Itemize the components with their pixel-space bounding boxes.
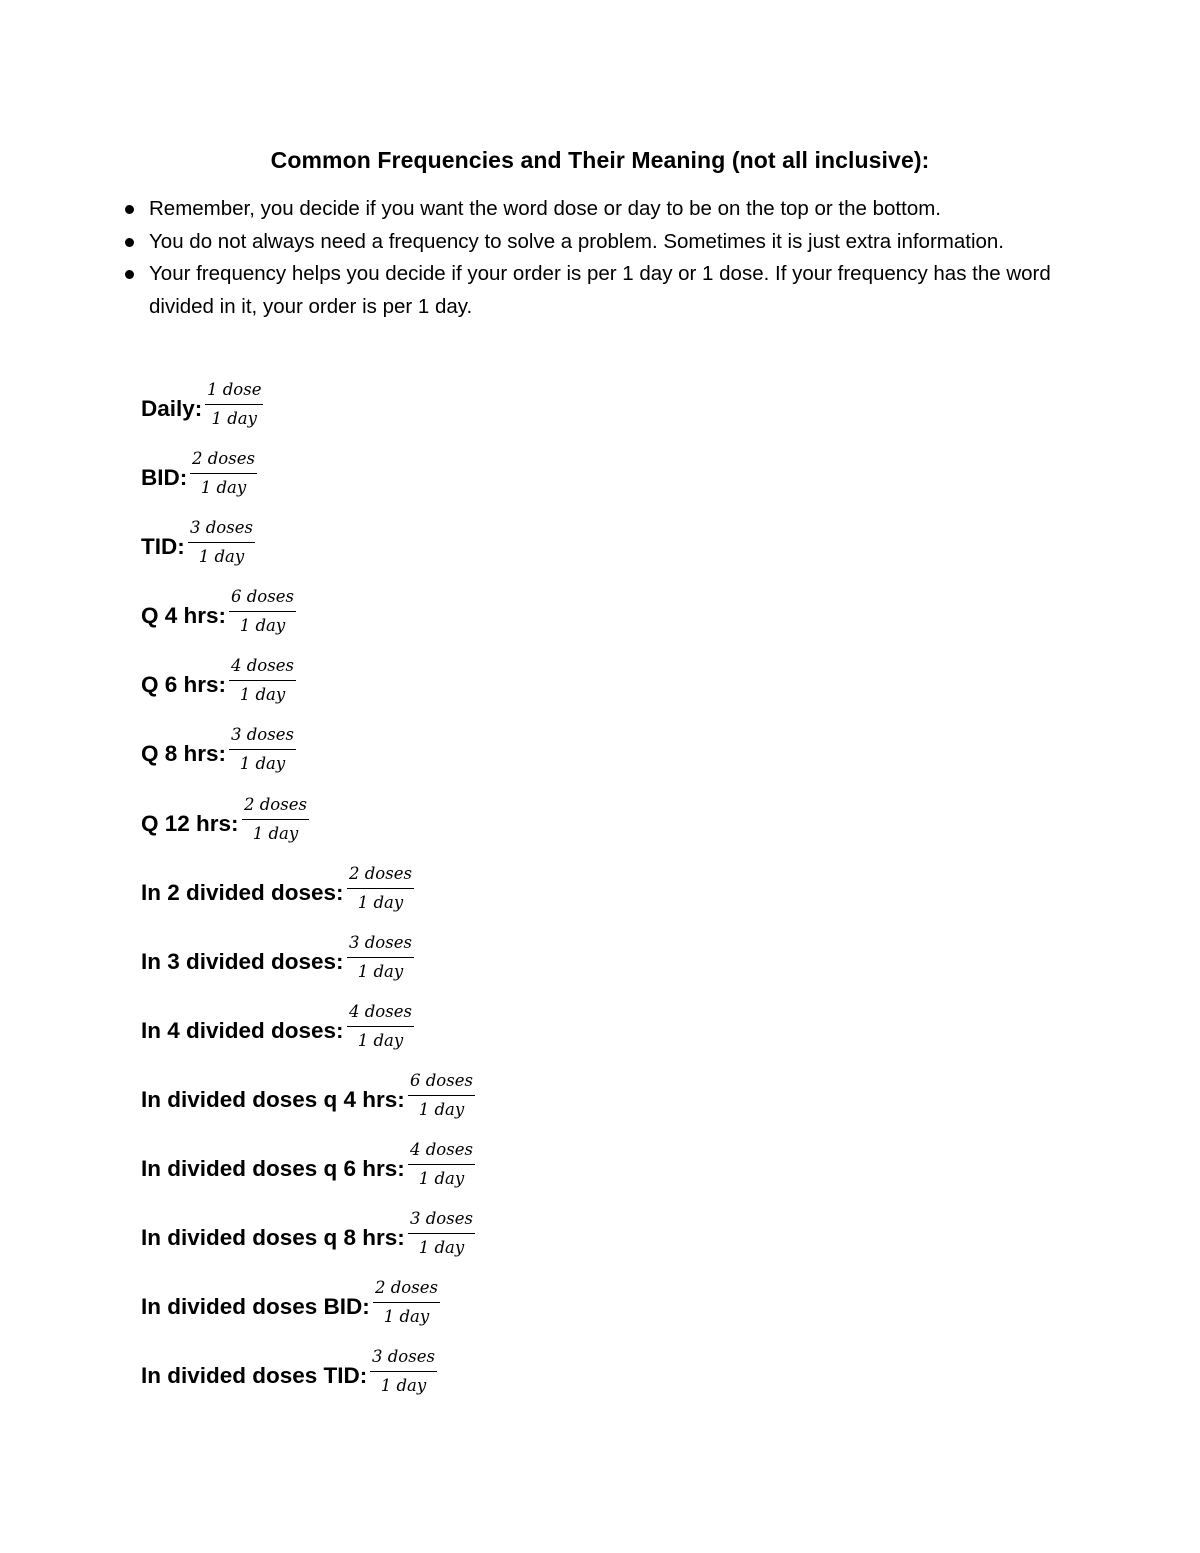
fraction-numerator: 3 doses	[231, 725, 294, 745]
frequency-row	[141, 1276, 1041, 1345]
frequency-label: In 4 divided doses:	[141, 1017, 344, 1043]
frequency-label: Q 12 hrs:	[141, 810, 239, 836]
fraction-denominator: 1 day	[357, 1030, 404, 1050]
frequency-row	[141, 654, 1041, 723]
frequency-row	[141, 1207, 1041, 1276]
fraction-denominator: 1 day	[211, 409, 257, 428]
fraction-numerator: 3 doses	[349, 932, 412, 952]
frequency-label: In 2 divided doses:	[141, 879, 344, 905]
fraction-numerator: 3 doses	[410, 1209, 473, 1229]
fraction-numerator: 6 doses	[410, 1070, 473, 1090]
frequency-row	[141, 723, 1041, 792]
frequency-row	[141, 793, 1041, 862]
bullet-text: Your frequency helps you decide if your order is per 1 day or 1 dose. If your frequency has the word divided in it, your order is per 1 day.	[149, 262, 1051, 318]
frequency-fraction	[229, 585, 296, 638]
frequency-fraction	[205, 378, 263, 431]
fraction-numerator: 3 doses	[372, 1347, 435, 1367]
frequency-row	[141, 516, 1041, 585]
frequency-fraction	[229, 654, 296, 707]
frequency-row	[141, 378, 1041, 447]
fraction-numerator: 1 dose	[207, 380, 262, 399]
frequency-label: In divided doses TID:	[141, 1363, 368, 1389]
frequency-label: Q 4 hrs:	[141, 603, 227, 629]
fraction-denominator: 1 day	[239, 685, 286, 705]
frequency-fraction	[347, 931, 414, 984]
frequency-label: TID:	[141, 534, 185, 560]
fraction-denominator: 1 day	[357, 892, 404, 912]
fraction-denominator: 1 day	[239, 616, 286, 636]
frequency-fraction	[373, 1276, 440, 1329]
fraction-denominator: 1 day	[383, 1307, 430, 1327]
fraction-denominator: 1 day	[418, 1099, 465, 1119]
frequency-row	[141, 1138, 1041, 1207]
frequency-fraction	[188, 516, 255, 569]
fraction-denominator: 1 day	[252, 823, 299, 843]
fraction-denominator: 1 day	[418, 1238, 465, 1258]
frequency-label: Q 8 hrs:	[141, 741, 227, 767]
fraction-numerator: 2 doses	[244, 794, 307, 814]
fraction-numerator: 4 doses	[349, 1001, 412, 1021]
frequency-label: In divided doses q 6 hrs:	[141, 1156, 405, 1182]
fraction-numerator: 2 doses	[349, 863, 412, 883]
bullet-icon	[125, 238, 134, 247]
frequency-fraction	[408, 1138, 475, 1191]
frequency-row	[141, 1069, 1041, 1138]
frequency-row	[141, 585, 1041, 654]
fraction-numerator: 4 doses	[410, 1140, 473, 1160]
frequency-fraction	[408, 1207, 475, 1260]
fraction-numerator: 4 doses	[231, 656, 294, 676]
fraction-denominator: 1 day	[357, 961, 404, 981]
bullet-list	[118, 193, 1078, 323]
frequency-fraction	[242, 793, 309, 846]
fraction-denominator: 1 day	[198, 547, 245, 567]
frequency-list	[141, 378, 1041, 1414]
fraction-denominator: 1 day	[239, 754, 286, 774]
bullet-item	[118, 226, 1078, 259]
fraction-numerator: 3 doses	[190, 518, 253, 538]
fraction-numerator: 2 doses	[192, 449, 255, 469]
frequency-fraction	[408, 1069, 475, 1122]
frequency-fraction	[347, 1000, 414, 1053]
frequency-row	[141, 931, 1041, 1000]
bullet-icon	[125, 205, 134, 214]
bullet-text: You do not always need a frequency to solve a problem. Sometimes it is just extra information.	[149, 229, 1004, 253]
frequency-label: Q 6 hrs:	[141, 672, 227, 698]
bullet-item	[118, 258, 1078, 323]
fraction-denominator: 1 day	[380, 1376, 427, 1396]
frequency-label: BID:	[141, 465, 188, 491]
fraction-denominator: 1 day	[200, 478, 247, 498]
frequency-row	[141, 862, 1041, 931]
fraction-numerator: 2 doses	[375, 1278, 438, 1298]
bullet-item	[118, 193, 1078, 226]
frequency-fraction	[229, 723, 296, 776]
frequency-label: In divided doses q 4 hrs:	[141, 1086, 405, 1112]
frequency-fraction	[370, 1345, 437, 1398]
frequency-fraction	[190, 447, 257, 500]
frequency-row	[141, 1000, 1041, 1069]
frequency-row	[141, 1345, 1041, 1414]
frequency-label: In 3 divided doses:	[141, 948, 344, 974]
fraction-denominator: 1 day	[418, 1169, 465, 1189]
frequency-fraction	[347, 862, 414, 915]
frequency-label: Daily:	[141, 396, 203, 421]
fraction-numerator: 6 doses	[231, 587, 294, 607]
frequency-label: In divided doses BID:	[141, 1294, 370, 1320]
bullet-icon	[125, 270, 134, 279]
bullet-text: Remember, you decide if you want the word dose or day to be on the top or the bottom.	[149, 197, 941, 220]
frequency-row	[141, 447, 1041, 516]
page-title: Common Frequencies and Their Meaning (not all inclusive):	[270, 147, 930, 173]
frequency-label: In divided doses q 8 hrs:	[141, 1225, 405, 1251]
